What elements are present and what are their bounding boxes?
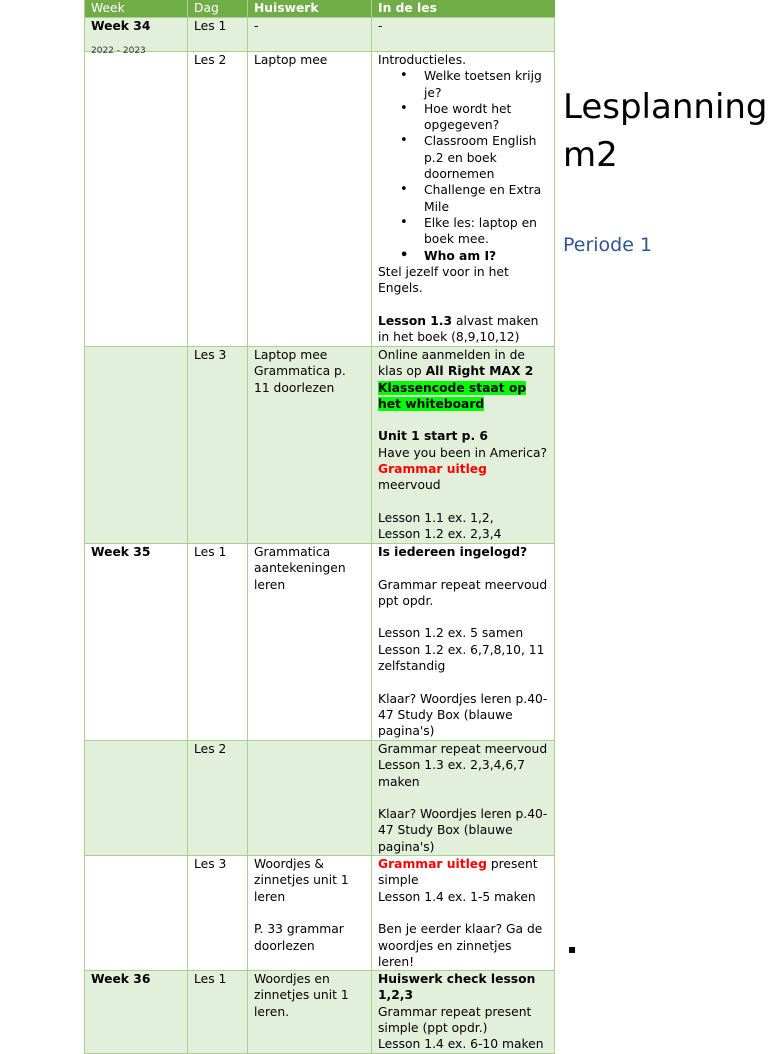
in-de-les-cell [372, 741, 555, 856]
huiswerk-cell: - [248, 18, 372, 52]
week-cell [85, 52, 188, 347]
in-de-les-cell [372, 971, 555, 1053]
bullet-item: • Classroom English p.2 en boek doornemen [424, 133, 548, 182]
week-cell: Week 35 [85, 544, 188, 741]
text-run: Lesson 1.3 [378, 313, 453, 328]
in-de-les-cell [372, 52, 555, 347]
text-run: All Right MAX 2 [425, 364, 534, 379]
dag-cell: Les 1 [188, 971, 248, 1053]
in-de-les-cell [372, 347, 555, 544]
in-de-les-cell [372, 856, 555, 971]
dag-cell: Les 2 [188, 741, 248, 856]
huiswerk-cell: Grammatica aantekeningen leren [248, 544, 372, 741]
week-cell: Week 34 [85, 18, 188, 52]
stray-mark: ▪ [568, 942, 577, 956]
huiswerk-cell: Laptop mee [248, 52, 372, 347]
header-week: Week [85, 0, 188, 18]
text-run: meervoud Lesson 1.1 ex. 1,2, Lesson 1.2 ex. 2,3,4 [378, 478, 502, 542]
bullet-item: • Hoe wordt het opgegeven? [424, 101, 548, 134]
text-run: - [378, 19, 383, 33]
week-cell [85, 856, 188, 971]
bullet-item: • Challenge en Extra Mile [424, 182, 548, 215]
dag-cell: Les 1 [188, 18, 248, 52]
text-run: Klassencode staat op het whiteboard [378, 380, 527, 411]
table-header-row [85, 0, 555, 18]
header-in-de-les: In de les [372, 0, 555, 18]
week-cell [85, 347, 188, 544]
text-run: Grammar repeat meervoud Lesson 1.3 ex. 2,3,4,6,7 maken Klaar? Woordjes leren p.40-47 Study Box (blauwe pagina's) [378, 742, 548, 854]
week-cell: Week 36 [85, 971, 188, 1053]
huiswerk-cell [248, 741, 372, 856]
text-run: Have you been in America? [378, 445, 548, 460]
in-de-les-cell [372, 544, 555, 741]
dag-cell: Les 1 [188, 544, 248, 741]
huiswerk-cell: Woordjes & zinnetjes unit 1 leren P. 33 grammar doorlezen [248, 856, 372, 971]
document-title: Lesplanning m2 [563, 87, 768, 175]
header-huiswerk: Huiswerk [248, 0, 372, 18]
table-row [85, 971, 555, 1053]
school-year-label: 2022 - 2023 [91, 46, 146, 56]
bullet-list [378, 68, 548, 264]
text-run: Grammar uitleg [378, 462, 487, 477]
huiswerk-cell: Woordjes en zinnetjes unit 1 leren. [248, 971, 372, 1053]
table-row [85, 856, 555, 971]
text-run: Huiswerk check lesson 1,2,3 [378, 972, 536, 1003]
text-run: Grammar uitleg [378, 857, 487, 872]
text-run: Online aanmelden in de klas op [378, 348, 525, 379]
document-subtitle: Periode 1 [563, 234, 653, 256]
dag-cell: Les 2 [188, 52, 248, 347]
bullet-item: • Who am I? [424, 248, 548, 264]
bullet-item: • Welke toetsen krijg je? [424, 68, 548, 101]
text-run: Is iedereen ingelogd? [378, 545, 528, 559]
in-de-les-cell [372, 18, 555, 52]
text-run: Stel jezelf voor in het Engels. [378, 264, 509, 296]
text-run: Introductieles. [378, 53, 467, 67]
table-row [85, 544, 555, 741]
table-row [85, 741, 555, 856]
dag-cell: Les 3 [188, 347, 248, 544]
lesson-plan-table [84, 0, 555, 1054]
header-dag: Dag [188, 0, 248, 18]
text-run: Unit 1 start p. 6 [378, 429, 488, 444]
dag-cell: Les 3 [188, 856, 248, 971]
table-row [85, 18, 555, 52]
table-row [85, 52, 555, 347]
text-run: alvast maken in het boek (8,9,10,12) [378, 313, 539, 345]
bullet-item: • Elke les: laptop en boek mee. [424, 215, 548, 248]
text-run: present simple Lesson 1.4 ex. 1-5 maken Ben je eerder klaar? Ga de woordjes en zinnetjes leren! [378, 857, 543, 969]
table-row [85, 347, 555, 544]
huiswerk-cell: Laptop mee Grammatica p. 11 doorlezen [248, 347, 372, 544]
text-run: Grammar repeat meervoud ppt opdr. Lesson 1.2 ex. 5 samen Lesson 1.2 ex. 6,7,8,10, 11 zelfstandig Klaar? Woordjes leren p.40-47 Study Box (blauwe pagina's) [378, 577, 548, 739]
week-cell [85, 741, 188, 856]
text-run: Grammar repeat present simple (ppt opdr.) Lesson 1.4 ex. 6-10 maken [378, 1004, 544, 1052]
